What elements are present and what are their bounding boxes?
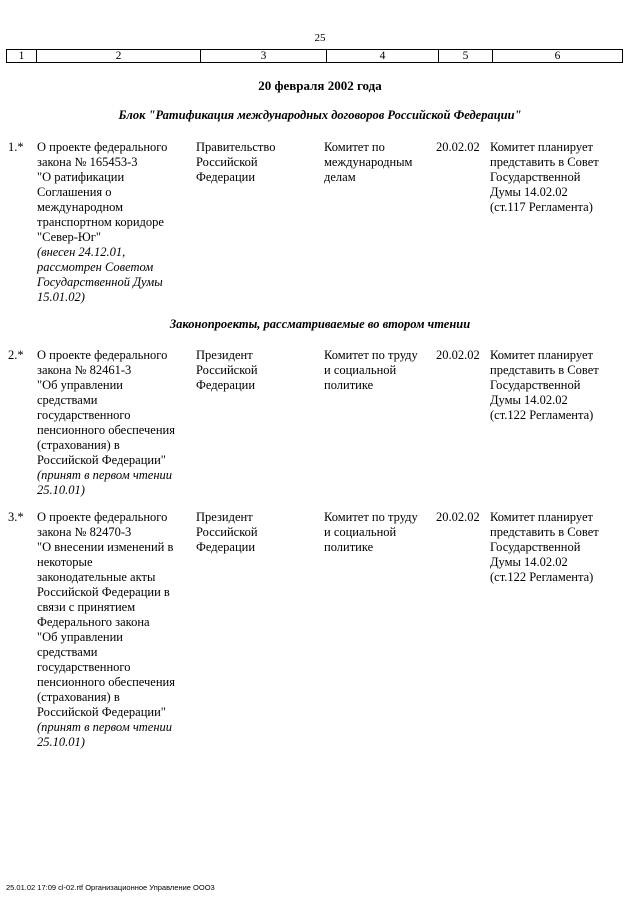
bill-title [37,348,189,468]
responsible-committee [324,510,432,555]
bill-status [37,720,189,750]
review-date: 20.02.02 [436,348,480,362]
section-heading: Законопроекты, рассматриваемые во втором чтении [169,317,471,331]
text-line: Комитет планирует [490,510,593,524]
text-line: закона № 82470-3 [37,525,132,539]
text-line: государственного [37,660,131,674]
text-line: "О внесении изменений в [37,540,174,554]
text-line: и социальной [324,363,397,377]
text-line: "Север-Юг" [37,230,102,244]
date-heading: 20 февраля 2002 года [258,78,382,93]
text-line: Федерации [196,170,256,184]
item-note [490,348,614,423]
text-line: Государственной [490,170,581,184]
item-note [490,140,614,215]
text-line: Президент [196,510,253,524]
text-line: Комитет по труду [324,348,418,362]
text-line: "Об управлении [37,378,123,392]
column-number: 3 [201,50,327,62]
text-line: Российской Федерации в [37,585,170,599]
text-line: Федерального закона [37,615,150,629]
text-line: средствами [37,645,98,659]
text-line: политике [324,540,374,554]
text-line: законодательные акты [37,570,156,584]
text-line: О проекте федерального [37,140,168,154]
text-line: пенсионного обеспечения [37,675,175,689]
text-line: закона № 165453-3 [37,155,138,169]
responsible-committee [324,348,432,393]
column-number-row [6,49,623,63]
text-line: 15.01.02) [37,290,85,304]
text-line: Государственной Думы [37,275,163,289]
text-line: Российской [196,155,258,169]
text-line: (ст.122 Регламента) [490,570,594,584]
block-heading: Блок "Ратификация международных договоров Российской Федерации" [118,108,522,122]
item-number: 2.* [8,348,24,362]
bill-status [37,245,189,305]
text-line: политике [324,378,374,392]
text-line: (страхования) в [37,438,120,452]
text-line: Думы 14.02.02 [490,555,568,569]
bill-description [37,140,189,305]
initiator [196,510,316,555]
text-line: (внесен 24.12.01, [37,245,126,259]
text-line: Российской [196,363,258,377]
item-number: 3.* [8,510,24,524]
text-line: транспортном коридоре [37,215,164,229]
column-number: 1 [7,50,37,62]
text-line: представить в Совет [490,525,599,539]
text-line: рассмотрен Советом [37,260,154,274]
text-line: представить в Совет [490,363,599,377]
text-line: Президент [196,348,253,362]
responsible-committee [324,140,432,185]
column-number: 6 [554,50,561,62]
text-line: О проекте федерального [37,510,168,524]
column-number: 2 [37,50,201,62]
text-line: (ст.122 Регламента) [490,408,594,422]
bill-description [37,510,189,750]
text-line: международном [37,200,124,214]
bill-title [37,140,189,245]
initiator [196,140,316,185]
text-line: и социальной [324,525,397,539]
text-line: некоторые [37,555,93,569]
text-line: (принят в первом чтении [37,720,173,734]
bill-description [37,348,189,498]
text-line: пенсионного обеспечения [37,423,175,437]
document-footer: 25.01.02 17:09 cl-02.rtf Организационное Управление ООО3 [6,883,215,892]
text-line: Федерации [196,378,256,392]
text-line: представить в Совет [490,155,599,169]
text-line: Государственной [490,378,581,392]
text-line: "Об управлении [37,630,123,644]
bill-title [37,510,189,720]
text-line: (страхования) в [37,690,120,704]
text-line: Федерации [196,540,256,554]
text-line: Комитет планирует [490,348,593,362]
column-number: 5 [439,50,493,62]
text-line: Государственной [490,540,581,554]
text-line: "О ратификации [37,170,125,184]
text-line: делам [324,170,356,184]
text-line: Комитет планирует [490,140,593,154]
text-line: государственного [37,408,131,422]
text-line: Думы 14.02.02 [490,185,568,199]
page-number: 25 [314,32,326,44]
text-line: Российской [196,525,258,539]
initiator [196,348,316,393]
text-line: Думы 14.02.02 [490,393,568,407]
text-line: Российской Федерации" [37,453,166,467]
review-date: 20.02.02 [436,510,480,524]
item-number: 1.* [8,140,24,154]
text-line: 25.10.01) [37,483,85,497]
text-line: Комитет по [324,140,385,154]
text-line: Соглашения о [37,185,112,199]
text-line: средствами [37,393,98,407]
text-line: международным [324,155,413,169]
text-line: (ст.117 Регламента) [490,200,593,214]
review-date: 20.02.02 [436,140,480,154]
item-note [490,510,614,585]
text-line: Российской Федерации" [37,705,166,719]
text-line: Комитет по труду [324,510,418,524]
bill-status [37,468,189,498]
text-line: Правительство [196,140,276,154]
text-line: закона № 82461-3 [37,363,132,377]
text-line: 25.10.01) [37,735,85,749]
text-line: (принят в первом чтении [37,468,173,482]
text-line: связи с принятием [37,600,136,614]
text-line: О проекте федерального [37,348,168,362]
column-number: 4 [327,50,439,62]
